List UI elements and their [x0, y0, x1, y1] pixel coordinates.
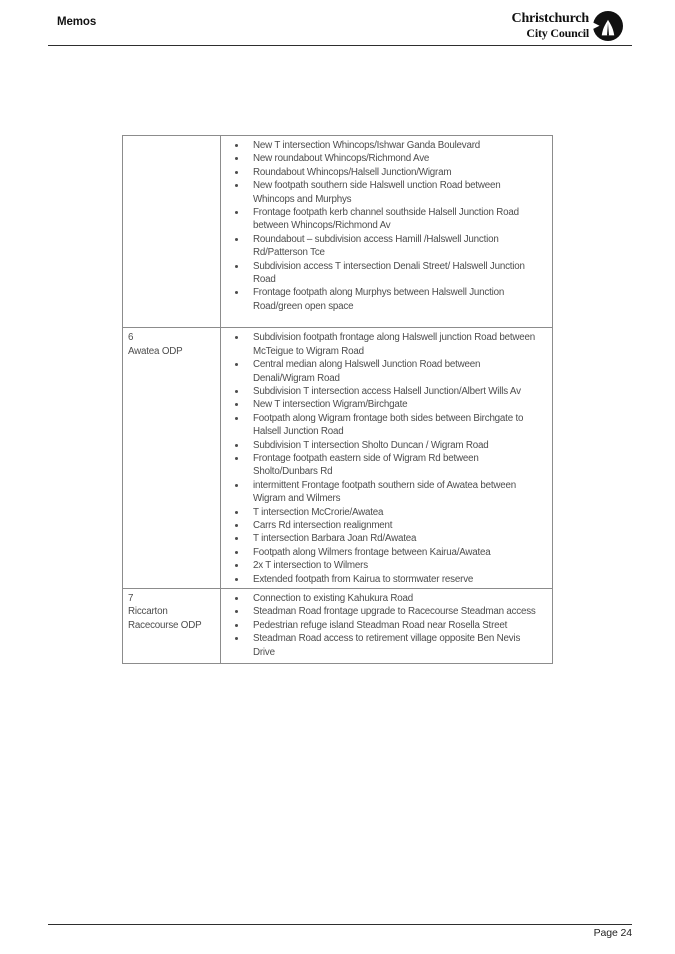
- header-divider: [48, 45, 632, 46]
- bullet-list: [221, 139, 544, 313]
- footer-divider: [48, 924, 632, 925]
- bullet-item: • Steadman Road access to retirement village opposite Ben Nevis Drive: [247, 632, 544, 659]
- bullet-list: [221, 331, 544, 586]
- table-row: [123, 328, 553, 589]
- row-label-cell: [123, 136, 221, 328]
- ccc-logo: [512, 11, 623, 41]
- bullet-item: • New T intersection Whincops/Ishwar Ganda Boulevard: [247, 139, 544, 152]
- bullet-item: • Connection to existing Kahukura Road: [247, 592, 544, 605]
- logo-org-subname: City Council: [526, 26, 589, 41]
- row-label-line: Awatea ODP: [128, 345, 183, 357]
- row-bullets-cell: [221, 328, 553, 589]
- ccc-roundel-icon: [593, 11, 623, 41]
- row-bullets-cell: [221, 589, 553, 664]
- ccc-logo-text: [512, 12, 589, 39]
- bullet-item: • New roundabout Whincops/Richmond Ave: [247, 152, 544, 165]
- bullet-item: • Subdivision access T intersection Denali Street/ Halswell Junction Road: [247, 260, 544, 287]
- bullet-item: • Central median along Halswell Junction Road between Denali/Wigram Road: [247, 358, 544, 385]
- bullet-item: • Subdivision footpath frontage along Halswell junction Road between McTeigue to Wigram Road: [247, 331, 544, 358]
- page-number: Page 24: [593, 927, 632, 939]
- odp-table: [122, 135, 553, 664]
- bullet-item: • Steadman Road frontage upgrade to Racecourse Steadman access: [247, 605, 544, 618]
- table-row: [123, 589, 553, 664]
- table-row: [123, 136, 553, 328]
- bullet-item: • Frontage footpath kerb channel southside Halsell Junction Road between Whincops/Richmond Av: [247, 206, 544, 233]
- bullet-item: • Frontage footpath eastern side of Wigram Rd between Sholto/Dunbars Rd: [247, 452, 544, 479]
- bullet-item: • T intersection McCrorie/Awatea: [247, 506, 544, 519]
- row-label-line: 7: [128, 593, 134, 604]
- row-label-cell: [123, 589, 221, 664]
- row-label-line: Racecourse ODP: [128, 619, 202, 631]
- odp-table-container: [122, 135, 553, 664]
- bullet-list: [221, 592, 544, 659]
- bullet-item: • Subdivision T intersection Sholto Duncan / Wigram Road: [247, 439, 544, 452]
- odp-table-body: [123, 136, 553, 664]
- bullet-item: • Roundabout Whincops/Halsell Junction/Wigram: [247, 166, 544, 179]
- bullet-item: • Pedestrian refuge island Steadman Road near Rosella Street: [247, 619, 544, 632]
- row-label-line: 6: [128, 332, 134, 344]
- bullet-item: • New T intersection Wigram/Birchgate: [247, 398, 544, 411]
- bullet-item: • intermittent Frontage footpath southern side of Awatea between Wigram and Wilmers: [247, 479, 544, 506]
- row-bullets-cell: [221, 136, 553, 328]
- bullet-item: • Extended footpath from Kairua to stormwater reserve: [247, 573, 544, 586]
- bullet-item: • Carrs Rd intersection realignment: [247, 519, 544, 532]
- row-label-line: Riccarton: [128, 606, 168, 618]
- bullet-item: • New footpath southern side Halswell unction Road between Whincops and Murphys: [247, 179, 544, 206]
- bullet-item: • 2x T intersection to Wilmers: [247, 559, 544, 572]
- bullet-item: • T intersection Barbara Joan Rd/Awatea: [247, 532, 544, 545]
- bullet-item: • Frontage footpath along Murphys between Halswell Junction Road/green open space: [247, 286, 544, 313]
- bullet-item: • Subdivision T intersection access Halsell Junction/Albert Wills Av: [247, 385, 544, 398]
- bullet-item: • Footpath along Wilmers frontage between Kairua/Awatea: [247, 546, 544, 559]
- bullet-item: • Footpath along Wigram frontage both sides between Birchgate to Halsell Junction Road: [247, 412, 544, 439]
- page-title: Memos: [57, 16, 97, 28]
- logo-org-name: Christchurch: [511, 11, 589, 27]
- bullet-item: • Roundabout – subdivision access Hamill /Halswell Junction Rd/Patterson Tce: [247, 233, 544, 260]
- row-label-cell: [123, 328, 221, 589]
